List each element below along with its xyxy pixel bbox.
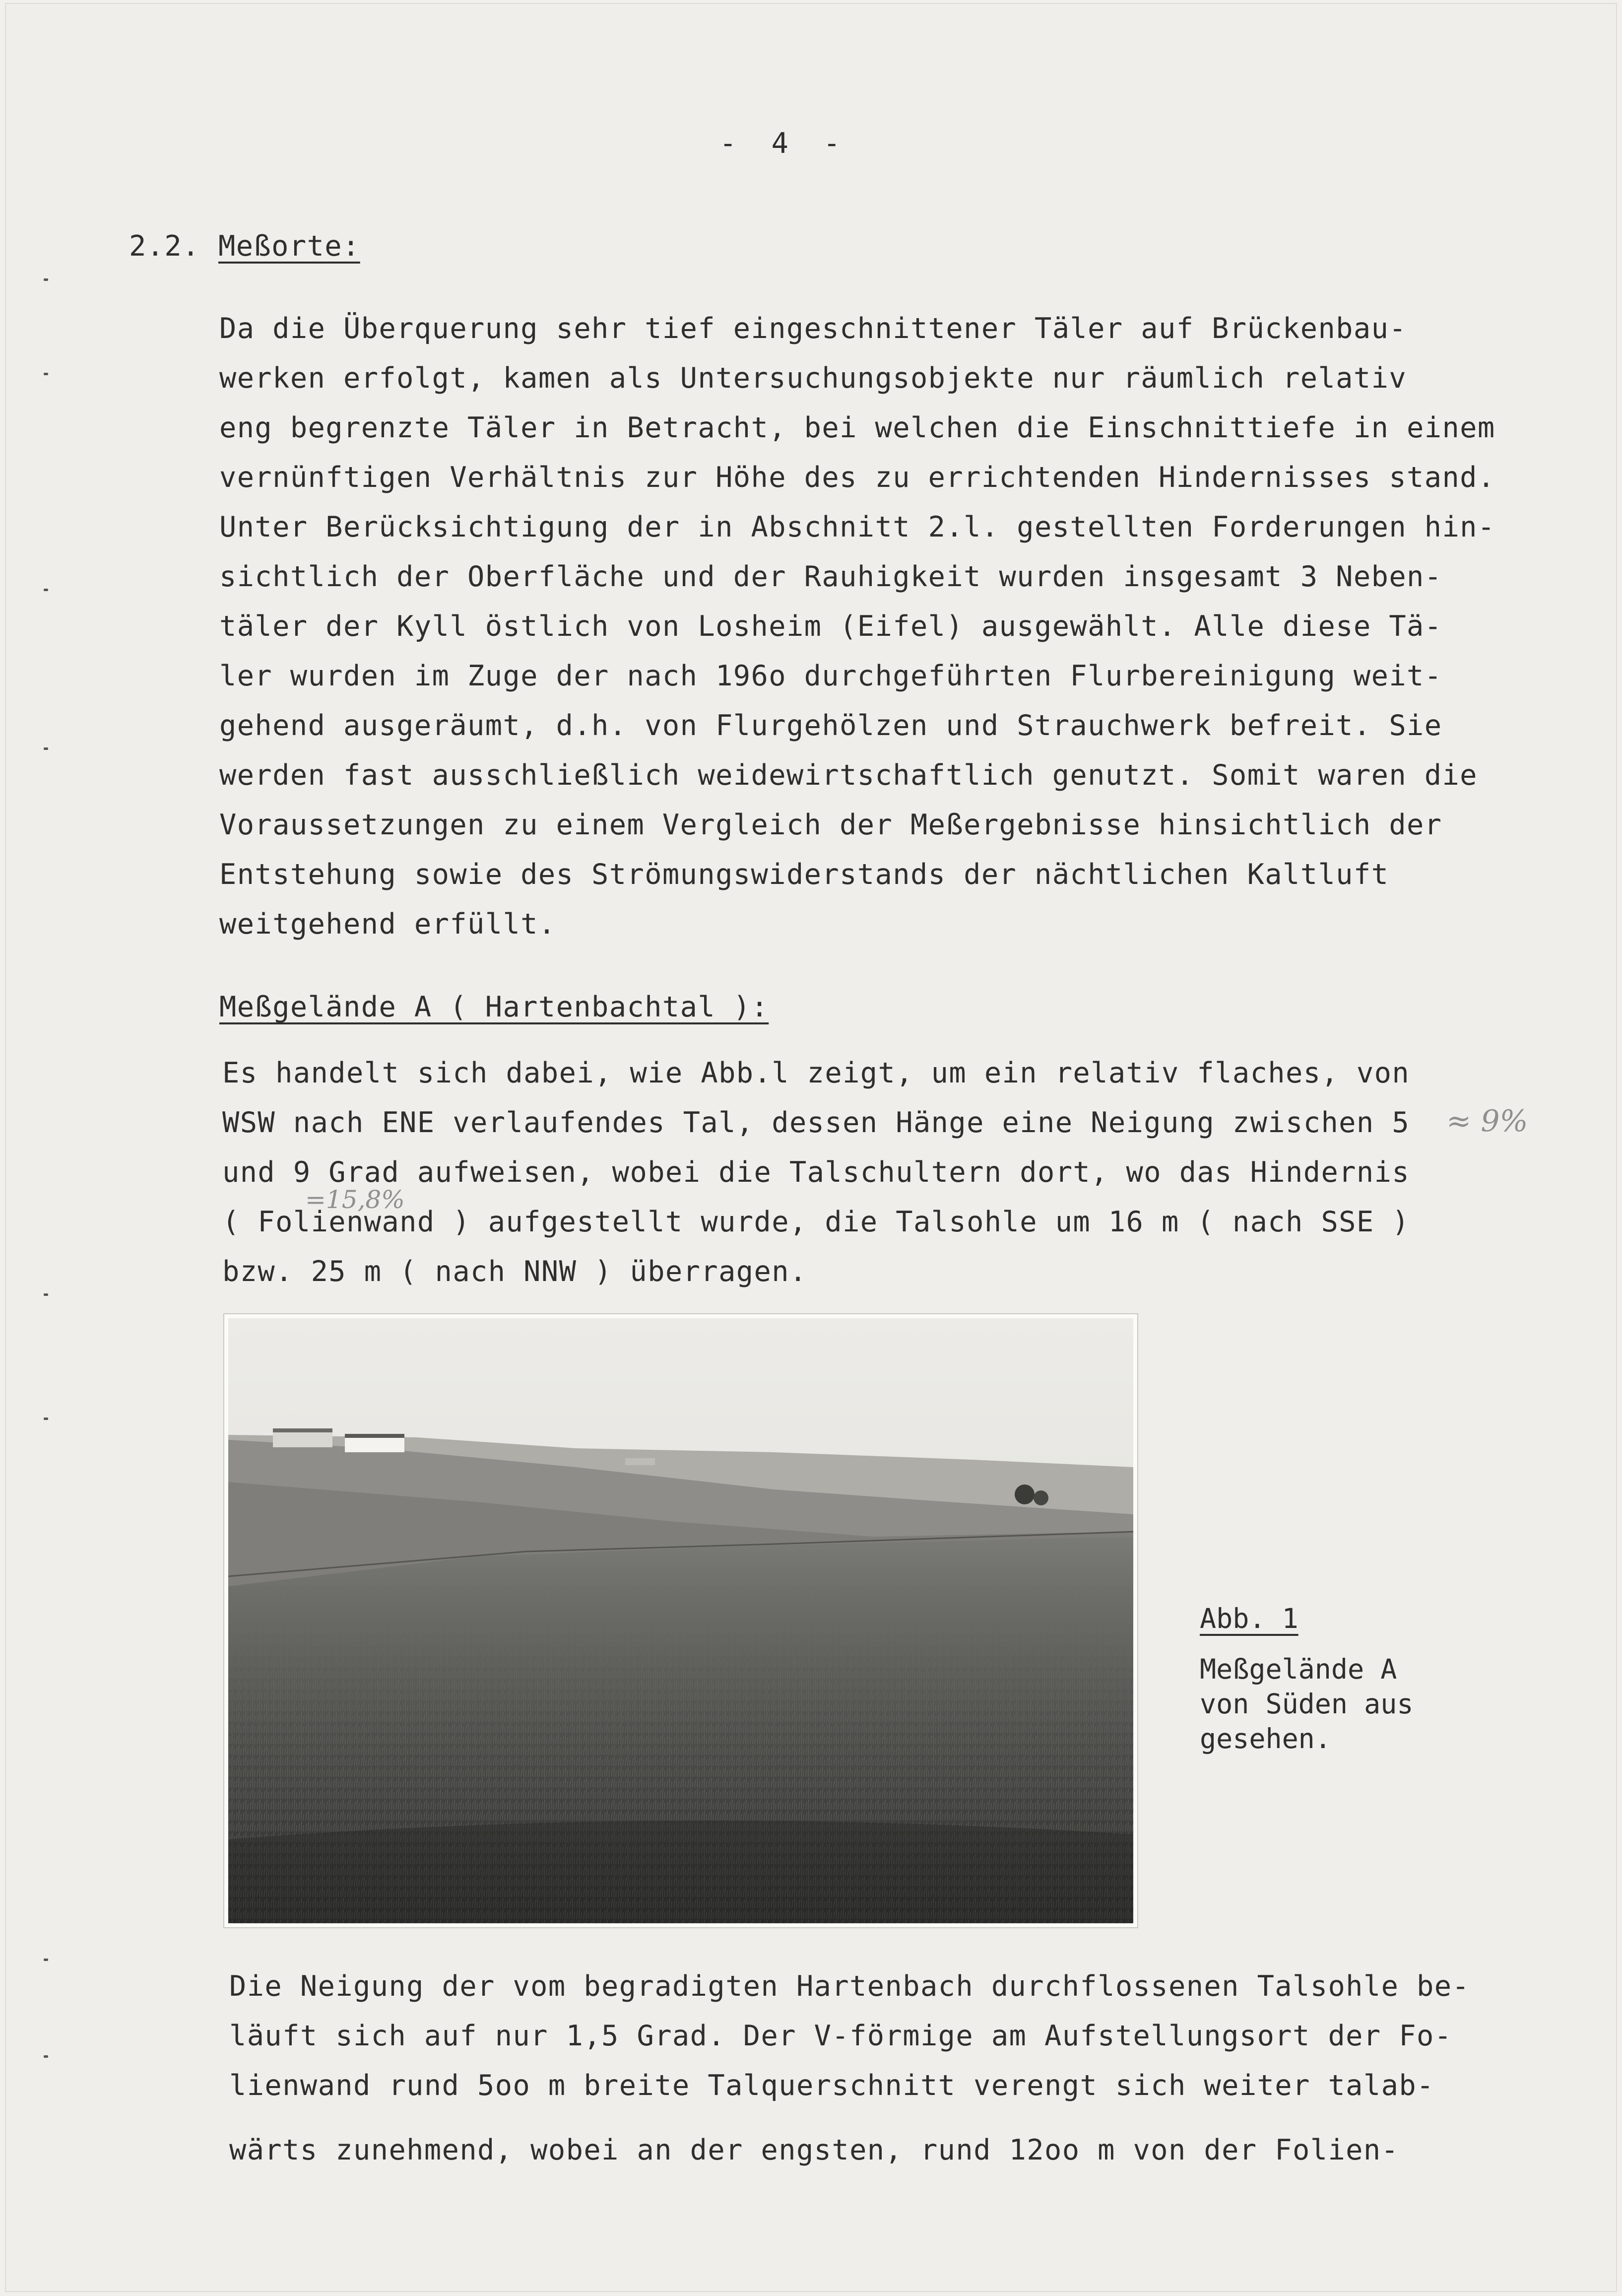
document-page — [5, 3, 1617, 2292]
paragraph-line: ler wurden im Zuge der nach 196o durchgeführten Flurbereinigung weit- — [219, 660, 1442, 692]
handwritten-note-slope: ≈ 9% — [1446, 1104, 1528, 1139]
paragraph-line: bzw. 25 m ( nach NNW ) überragen. — [222, 1255, 807, 1288]
margin-mark — [44, 2055, 48, 2058]
section-number: 2.2. — [129, 230, 200, 263]
paragraph-line: gehend ausgeräumt, d.h. von Flurgehölzen und Strauchwerk befreit. Sie — [219, 709, 1442, 742]
margin-mark — [44, 1293, 48, 1296]
figure-caption-line: von Süden aus — [1200, 1688, 1414, 1720]
margin-mark — [44, 1958, 48, 1961]
paragraph-line: weitgehend erfüllt. — [219, 908, 556, 941]
paragraph-line: Da die Überquerung sehr tief eingeschnittener Täler auf Brückenbau- — [219, 312, 1407, 345]
paragraph-line: Voraussetzungen zu einem Vergleich der Meßergebnisse hinsichtlich der — [219, 809, 1442, 841]
paragraph-line: täler der Kyll östlich von Losheim (Eifel) ausgewählt. Alle diese Tä- — [219, 610, 1442, 643]
paragraph-line: werken erfolgt, kamen als Untersuchungsobjekte nur räumlich relativ — [219, 362, 1407, 395]
page-number: - 4 - — [719, 127, 849, 160]
paragraph-line: lienwand rund 5oo m breite Talquerschnitt verengt sich weiter talab- — [229, 2069, 1434, 2102]
valley-photograph — [228, 1318, 1133, 1923]
paragraph-line: Es handelt sich dabei, wie Abb.l zeigt, um ein relativ flaches, von — [222, 1057, 1410, 1089]
paragraph-line: sichtlich der Oberfläche und der Rauhigkeit wurden insgesamt 3 Neben- — [219, 560, 1442, 593]
margin-mark — [44, 1418, 48, 1420]
paragraph-line: Entstehung sowie des Strömungswiderstands der nächtlichen Kaltluft — [219, 858, 1389, 891]
paragraph-line: Unter Berücksichtigung der in Abschnitt 2.l. gestellten Forderungen hin- — [219, 511, 1495, 543]
margin-mark — [44, 747, 48, 750]
margin-mark — [44, 589, 48, 591]
figure-caption-line: gesehen. — [1200, 1723, 1331, 1755]
paragraph-line: eng begrenzte Täler in Betracht, bei welchen die Einschnittiefe in einem — [219, 411, 1495, 444]
margin-mark — [44, 373, 48, 375]
margin-mark — [44, 278, 48, 281]
figure-caption-line: Meßgelände A — [1200, 1653, 1397, 1685]
paragraph-line: wärts zunehmend, wobei an der engsten, rund 12oo m von der Folien- — [229, 2134, 1399, 2166]
paragraph-line: Die Neigung der vom begradigten Hartenbach durchflossenen Talsohle be- — [229, 1970, 1470, 2003]
paragraph-line: vernünftigen Verhältnis zur Höhe des zu errichtenden Hindernisses stand. — [219, 461, 1495, 494]
paragraph-line: ( Folienwand ) aufgestellt wurde, die Talsohle um 16 m ( nach SSE ) — [222, 1206, 1410, 1238]
figure-photo — [223, 1313, 1138, 1928]
paragraph-line: werden fast ausschließlich weidewirtschaftlich genutzt. Somit waren die — [219, 759, 1478, 792]
figure-label: Abb. 1 — [1200, 1603, 1298, 1634]
section-title: Meßorte: — [218, 230, 360, 263]
paragraph-line: und 9 Grad aufweisen, wobei die Talschultern dort, wo das Hindernis — [222, 1156, 1410, 1189]
paragraph-line: WSW nach ENE verlaufendes Tal, dessen Hänge eine Neigung zwischen 5 — [222, 1106, 1410, 1139]
handwritten-note-percent: =15,8% — [305, 1185, 405, 1214]
paragraph-line: läuft sich auf nur 1,5 Grad. Der V-förmige am Aufstellungsort der Fo- — [229, 2020, 1452, 2052]
subheading: Meßgelände A ( Hartenbachtal ): — [219, 991, 769, 1023]
